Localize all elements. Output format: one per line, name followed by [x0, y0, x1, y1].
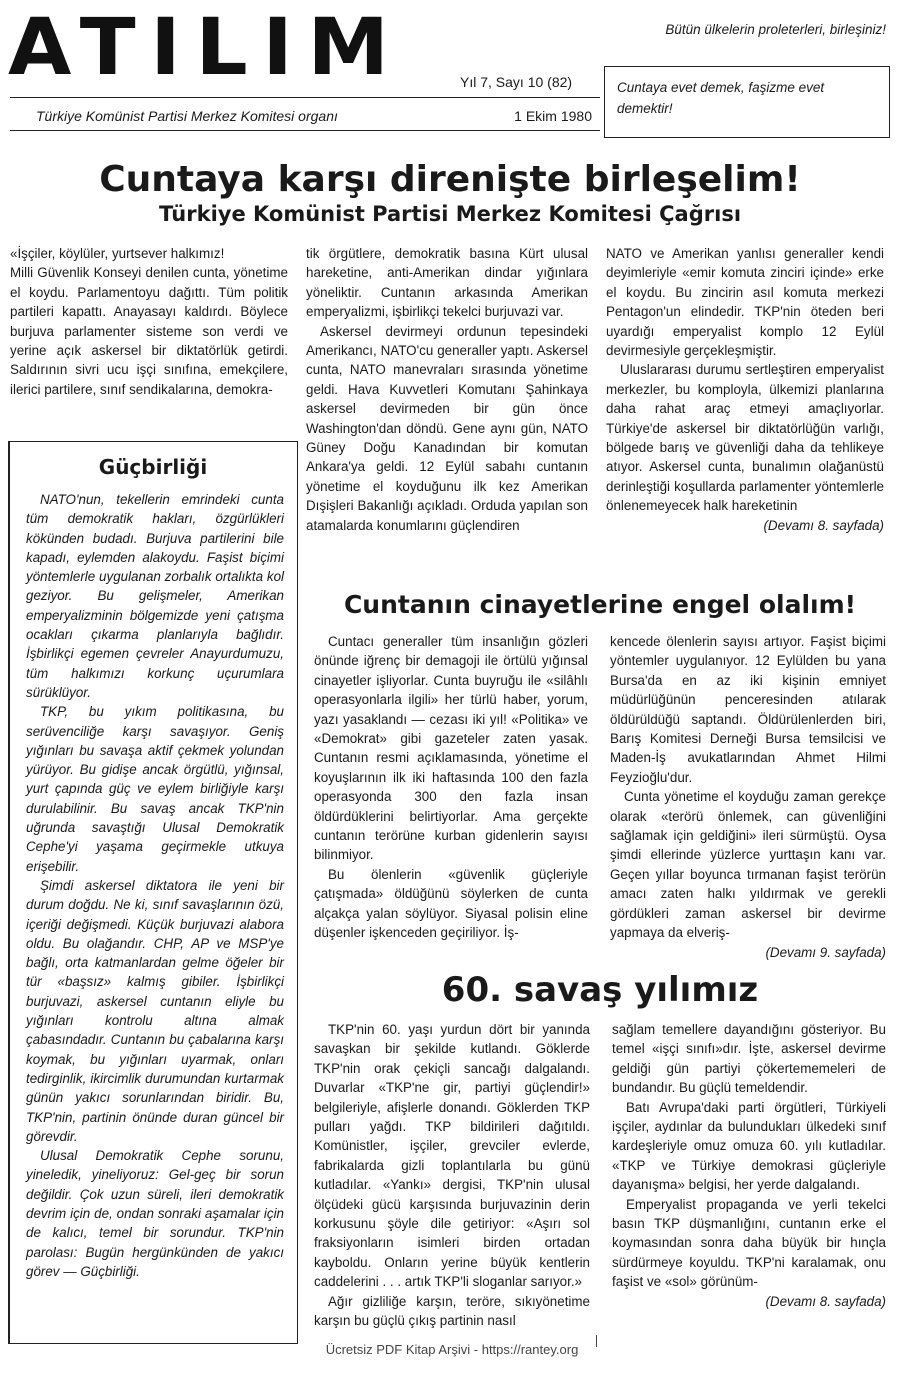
article2-paragraph: Cuntacı generaller tüm insanlığın gözleri önünde iğrenç bir demagoji ile örtülü yığınsal cinayetler işliyorlar. Cunta buyruğu ile «silâhlı operasyonlarla ilgili» her türlü haber, yorum, yazı yasaklandı — cezası iki yıl! «Politika» ve «Demokrat» gibi gazeteler zaten yasak. Cuntanın resmi açıklamasında, yönetime el koyuşlarının ilk iki haftasında 100 den fazla operasyonda 300 den fazla insan öldürdüklerini belirtiyorlar. Ama gerçekte cuntanın terörüne kurban gidenlerin sayısı bilinmiyor. [314, 634, 588, 863]
article3-paragraph: sağlam temellere dayandığını gösteriyor. Bu temel «işçi sınıfı»dır. İşte, askersel devirme geldiği gün partiyi çökertememeleri de bundandır. Bu güçlü temeldendir. [612, 1022, 886, 1096]
lead-column-3 [606, 244, 884, 535]
sidebar-paragraph: Şimdi askersel diktatora ile yeni bir durum doğdu. Ne ki, sınıf savaşlarının özü, içeriği değişmedi. Küçük burjuvazi alabora oldu. Bu olağandır. CHP, AP ve MSP'ye bağlı, orta katmanlardan gelme öğeler bir tür «başsız» kalmış gibiler. İşbirlikçi burjuvazi, askersel cuntanın eliyle bu yığınları kontrolu altına almak çabasındadır. Cuntanın bu çabalarına karşı koymak, bu yığınları uyarmak, onları tedirginlik, ikircimlik durumundan kurtarmak günün yakıcı sorunlarından biridir. Bu, TKP'nin, partinin önünde duran güncel bir görevdir. [26, 877, 284, 1144]
lead-paragraph: «İşçiler, köylüler, yurtsever halkımız! [10, 246, 225, 261]
article2-paragraph: Bu ölenlerin «güvenlik güçleriyle çatışmada» öldüğünü söylerken de cunta alçakça yalan söylüyor. Siyasal polisin eline düşenler işkenceden geçiriliyor. İş- [314, 866, 588, 941]
article2-column-2 [610, 632, 886, 962]
issue-number: Yıl 7, Sayı 10 (82) [460, 74, 573, 90]
lead-paragraph: NATO ve Amerikan yanlısı generaller kendi deyimleriyle «emir komuta zinciri içinde» erke el koydu. Bu zincirin asıl komuta merkezi Pentagon'un elindedir. TKP'nin öteden beri uyardığı emperyalist komplo 12 Eylül devirmesiyle gerçekleşmiştir. [606, 246, 884, 359]
masthead-slogan: Bütün ülkelerin proleterleri, birleşiniz! [665, 22, 886, 37]
article3-paragraph: TKP'nin 60. yaşı yurdun dört bir yanında savaşkan bir şekilde kutlandı. Göklerde TKP'nin orak çekiçli sancağı dalgalandı. Duvarlar «TKP'ne gir, partiyi güçlendir!» belgileriyle, afişlerle donandı. Göklerden TKP pulları yağdı. TKP bildirileri dağıtıldı. Komünistler, işçiler, grevciler evlerde, fabrikalarda gizli toplantılarla bu günü kutladılar. «Yankı» dergisi, TKP'nin ulusal ölçüdeki gücü karşısında burjuvazinin derin korkusunu şöyle dile getiriyor: «Aşırı sol fraksiyonların isimleri birden ortadan kayboldu. Onların yerine büyük kentlerin caddelerini . . . artık TKP'li sloganlar sarıyor.» [314, 1022, 590, 1290]
article3-column-2 [612, 1020, 886, 1311]
article3-paragraph: Ağır gizliliğe karşın, teröre, sıkıyönetime karşın bu güçlü çıkış partinin nasıl [314, 1293, 590, 1329]
footer-watermark: Ücretsiz PDF Kitap Arşivi - https://rantey.org [325, 1342, 579, 1357]
article3-continued: (Devamı 8. sayfada) [765, 1293, 886, 1309]
article2-continued: (Devamı 9. sayfada) [765, 944, 886, 960]
article2-headline: Cuntanın cinayetlerine engel olalım! [343, 590, 857, 619]
lead-continued: (Devamı 8. sayfada) [763, 517, 884, 533]
lead-paragraph: Askersel devirmeyi ordunun tepesindeki Amerikancı, NATO'cu generaller yaptı. Askersel cunta, NATO manevraları sırasında yönetime geldi. Hava Kuvvetleri Komutanı Şahinkaya askersel devirmeden bir gün önce Washington'dan döndü. Gene aynı gün, NATO Güney Doğu Kanadından bir komutan Ankara'ya geldi. 12 Eylül sabahı cuntanın yönetime el koyduğunu ilk kez Amerikan Dışişleri Bakanlığı açıkladı. Orduda yapılan son atamalarda konumlarını güçlendiren [306, 323, 588, 533]
sidebar-paragraph: Ulusal Demokratik Cephe sorunu, yineledik, yineliyoruz: Gel-geç bir sorun değildir. Çok uzun süreli, ileri demokratik devrim için de, ondan sonraki aşamalar için de kalıcı, temel bir sorundur. TKP'nin parolası: Bugün hergünkünden de yakıcı görev — Güçbirliği. [26, 1148, 284, 1279]
issue-date: 1 Ekim 1980 [514, 108, 592, 124]
quote-box: Cuntaya evet demek, faşizme evet demektir! [604, 66, 890, 138]
article3-paragraph: Batı Avrupa'daki parti örgütleri, Türkiyeli işçiler, aydınlar da bulundukları ülkedeki sınıf kardeşleriyle omuz omuza 60. yılı kutladılar. «TKP ve Türkiye demokrasi güçleriyle dayanışma» belgisi, her yerde dalgalandı. [612, 1099, 886, 1193]
sidebar-paragraph: NATO'nun, tekellerin emrindeki cunta tüm demokratik hakları, özgürlükleri kökünden budadı. Burjuva partilerini bile kapadı, eylemden alakoydu. Faşist biçimi yöntemlerle uygulanan zorbalık ortalıkta kol geziyor. Bu gelişmeler, Amerikan emperyalizminin bölgemizde yeni çatışma ocakları çıkarma planlarıyla bağlıdır. İşbirlikçi egemen çevreler Anayurdumuzu, tüm halkımızı korkunç uçurumlara sürüklüyor. [26, 492, 284, 700]
sidebar-text [26, 490, 284, 1281]
lead-paragraph: Uluslararası durumu sertleştiren emperyalist merkezler, bu komployla, ülkemizi planlarına daha rahat araç etmeyi amaçlıyorlar. Türkiye'de askersel bir diktatörlüğün varlığı, bölgede barış ve güvenliği daha da tehlikeye atıyor. Askersel cunta, bunalımın olağanüstü derinleştiği koşullarda parlamenter yöntemlerle önlenemeyecek halk hareketinin [606, 362, 884, 514]
lead-headline: Cuntaya karşı direnişte birleşelim! [99, 159, 801, 200]
article2-paragraph: kencede ölenlerin sayısı artıyor. Faşist biçimi yöntemler uygulanıyor. 12 Eylülden bu yana Bursa'da en az iki kişinin emniyet müdürlüğünün penceresinden atılarak öldürüldüğü saptandı. Öldürülenlerden biri, Barış Komitesi Derneği Bursa temsilcisi ve Maden-İş avukatlarından Ahmet Hilmi Feyzioğlu'dur. [610, 634, 886, 785]
lead-subheadline: Türkiye Komünist Partisi Merkez Komitesi Çağrısı [158, 202, 742, 226]
column-divider [596, 1335, 597, 1347]
masthead-rule-top [10, 97, 600, 98]
article3-paragraph: Emperyalist propaganda ve yerli tekelci basın TKP düşmanlığını, cuntanın erke el koymasından sonra daha büyük bir hınçla sürdürmeye koyuldu. TKP'ni karalamak, onu faşist ve «sol» görünüm- [612, 1196, 886, 1290]
organ-line: Türkiye Komünist Partisi Merkez Komitesi organı [36, 108, 338, 124]
sidebar-paragraph: TKP, bu yıkım politikasına, bu serüvenciliğe karşı savaşıyor. Geniş yığınları bu savaşa aktif çekmek yolundan yürüyor. Bu gidişe ancak örgütlü, yığınsal, yurt çapında güç ve eylem birliğiyle karşı durulabilinir. Bu savaş ancak TKP'nin uğrunda savaştığı Ulusal Demokratik Cephe'yi yaşama geçirmekle utkuya erişebilir. [26, 704, 284, 874]
article3-column-1 [314, 1020, 590, 1331]
lead-paragraph: tik örgütlere, demokratik basına Kürt ulusal hareketine, anti-Amerikan dindar yığınlara yöneliktir. Cuntanın arkasında Amerikan emperyalizmi, işbirlikçi tekelci burjuvazi var. [306, 246, 588, 320]
lead-column-1 [10, 244, 288, 399]
lead-paragraph: Milli Güvenlik Konseyi denilen cunta, yönetime el koydu. Parlamentoyu dağıttı. Tüm politik partileri kapattı. Anayasayı kaldırdı. Böylece burjuva parlamenter sisteme son verdi ve yerine açık askersel bir diktatörlük getirdi. Saldırının sivri ucu işçi sınıfına, emekçilere, ilerici partilere, sınıf sendikalarına, demokra- [10, 265, 288, 397]
sidebar-title: Güçbirliği [98, 455, 208, 479]
masthead-rule-bottom [10, 130, 600, 131]
article3-headline: 60. savaş yılımız [441, 970, 759, 1010]
article2-column-1 [314, 632, 588, 943]
article2-paragraph: Cunta yönetime el koyduğu zaman gerekçe olarak «terörü önlemek, can güvenliğini sağlamak için geldiğini» ileri sürmüştü. Oysa şimdi ellerinde yüzlerce yurttaşın kanı var. Geçen yıllar boyunca tırmanan faşist terörün amacı zaten halkı yıldırmak ve gerekli gördükleri zaman askersel bir devirme yapmaya da elveriş- [610, 789, 886, 941]
masthead-logo: ATILIM [8, 3, 404, 93]
lead-column-2 [306, 244, 588, 535]
